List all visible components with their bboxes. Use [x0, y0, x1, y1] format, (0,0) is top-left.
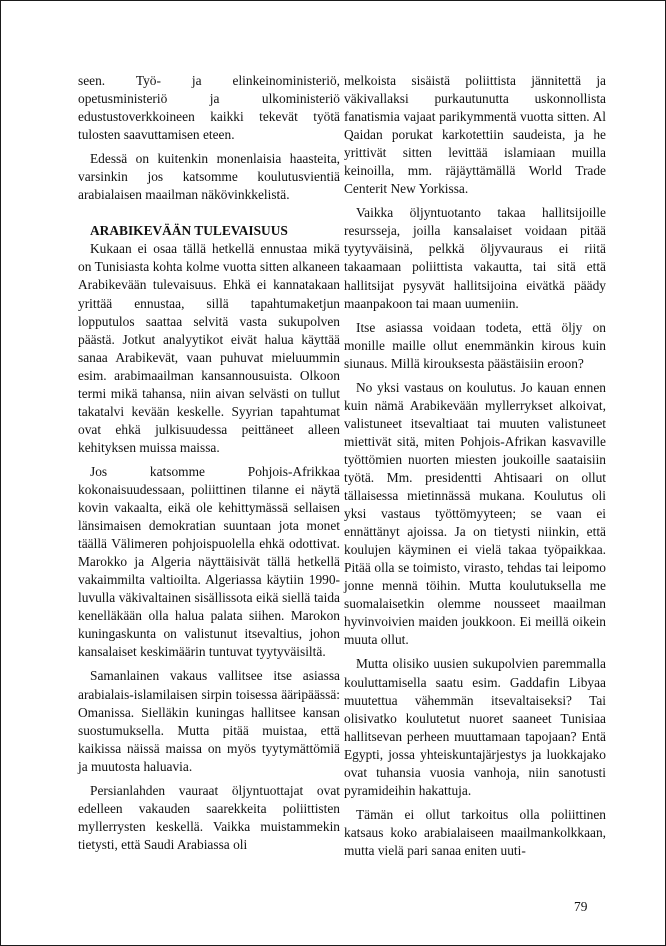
- left-column: [78, 72, 340, 860]
- paragraph: Vaikka öljyntuotanto takaa hallitsijoille resursseja, joilla kansalaiset voidaan pitää tyytyväisinä, pelkkä öljyvauraus ei riitä takaamaan poliittista vakautta, tai sitä että hallitsijat pysyvät hallitsijoina eivätkä päädy maanpakoon tai maan uumeniin.: [344, 205, 606, 311]
- paragraph: Edessä on kuitenkin monenlaisia haasteita, varsinkin jos katsomme koulutusvientiä arabialaisen maailman näkövinkkelistä.: [78, 151, 340, 203]
- paragraph: Samanlainen vakaus vallitsee itse asiassa arabialais-islamilaisen sirpin toisessa ääripäässä: Omanissa. Sielläkin kuningas hallitsee kansan suostumuksella. Mutta pitää muistaa, että kaikissa näissä maissa on myös tyytymättömiä ja muutosta haluavia.: [78, 668, 340, 774]
- paragraph: Jos katsomme Pohjois-Afrikkaa kokonaisuudessaan, poliittinen tilanne ei näytä kovin vakaalta, eikä ole kehittymässä sellaisen länsimaisen demokratian suuntaan jota monet täällä Välimeren pohjoispuolella ehkä odottivat. Marokko ja Algeria näyttäisivät tällä hetkellä vakaimmilta valtioilta. Algeriassa käytiin 1990-luvulla väkivaltainen sisällissota eikä siellä taida kenelläkään olla halua palata siihen. Marokon kuningaskunta on valistunut itsevaltius, johon kansalaiset keskimäärin tuntuvat tyytyväisiltä.: [78, 463, 340, 660]
- paragraph: No yksi vastaus on koulutus. Jo kauan ennen kuin nämä Arabikevään myllerrykset alkoivat, valistuneet itsevaltiaat tai muuten valistuneet miettivät sitä, miten Pohjois-Afrikan kasvaville työttömien nuorten miesten joukoille saataisiin työtä. Mm. presidentti Ahtisaari on ollut tällaisessa mietinnässä mukana. Koulutus oli yksi vastaus työttömyyteen; se vaan ei ennättänyt ajoissa. Ja on tietysti niinkin, että koulujen käyminen ei vielä takaa työpaikkaa. Pitää olla se toimisto, virasto, tehdas tai leipomo jonne mennä töihin. Mutta koulutuksella me suomalaisetkin olemme nousseet maailman hyvinvoivien maiden joukkoon. Ei meillä oikein muuta ollut.: [344, 379, 606, 648]
- paragraph: Tämän ei ollut tarkoitus olla poliittinen katsaus koko arabialaiseen maailmankolkkaan, mutta vielä pari sanaa eniten uuti-: [344, 806, 606, 858]
- section-heading: ARABIKEVÄÄN TULEVAISUUS: [90, 223, 288, 239]
- paragraph: Persianlahden vauraat öljyntuottajat ovat edelleen vakauden saarekkeita poliittisten myllerrysten keskellä. Vaikka muistammekin tietysti, että Saudi Arabiassa oli: [78, 782, 340, 852]
- right-column: [344, 72, 606, 866]
- paragraph: melkoista sisäistä poliittista jännitettä ja väkivallaksi purkautunutta uskonnollista fanatismia vajaat parikymmentä vuotta sitten. Al Qaidan porukat karkotettiin saudeista, ja he yrittivät sitten levittää islamiaan muilla keinoilla, mm. räjäyttämällä World Trade Centerit New Yorkissa.: [344, 73, 606, 197]
- paragraph: Kukaan ei osaa tällä hetkellä ennustaa mikä on Tunisiasta kohta kolme vuotta sitten alkaneen Arabikevään tulevaisuus. Ehkä ei kannatakaan yrittää ennustaa, sillä tapahtumaketjun lopputulos saattaa selvitä vasta sukupolven päästä. Jotkut analyytikot eivät halua käyttää sanaa Arabikevät, vaan puhuvat mieluummin esim. arabimaailman kansannousuista. Olkoon termi mikä tahansa, niin aivan selvästi on tullut takatalvi kevään keskelle. Syyrian tapahtumat ovat ehkä julkisuudessa peittäneet alleen kehityksen muissa maissa.: [78, 241, 340, 455]
- paragraph: Mutta olisiko uusien sukupolvien paremmalla kouluttamisella saatu esim. Gaddafin Libyaa muutettua vähemmän itsevaltaiseksi? Tai olisivatko koulutetut nuoret saaneet Tunisiaa hallitsevan perheen muuttamaan tapojaan? Entä Egypti, jossa yhteiskuntajärjestys ja luokkajako ovat tuhansia vuosia vanhoja, niin sanotusti pyramideihin hakattuja.: [344, 656, 606, 798]
- page-number: 79: [574, 899, 588, 914]
- paragraph: seen. Työ- ja elinkeinoministeriö, opetusministeriö ja ulkoministeriö edustustoverkkoineen kaikki tekevät työtä tulosten saavuttamisen eteen.: [78, 73, 340, 143]
- paragraph: Itse asiassa voidaan todeta, että öljy on monille maille ollut enemmänkin kirous kuin siunaus. Millä kirouksesta päästäisiin eroon?: [344, 319, 606, 371]
